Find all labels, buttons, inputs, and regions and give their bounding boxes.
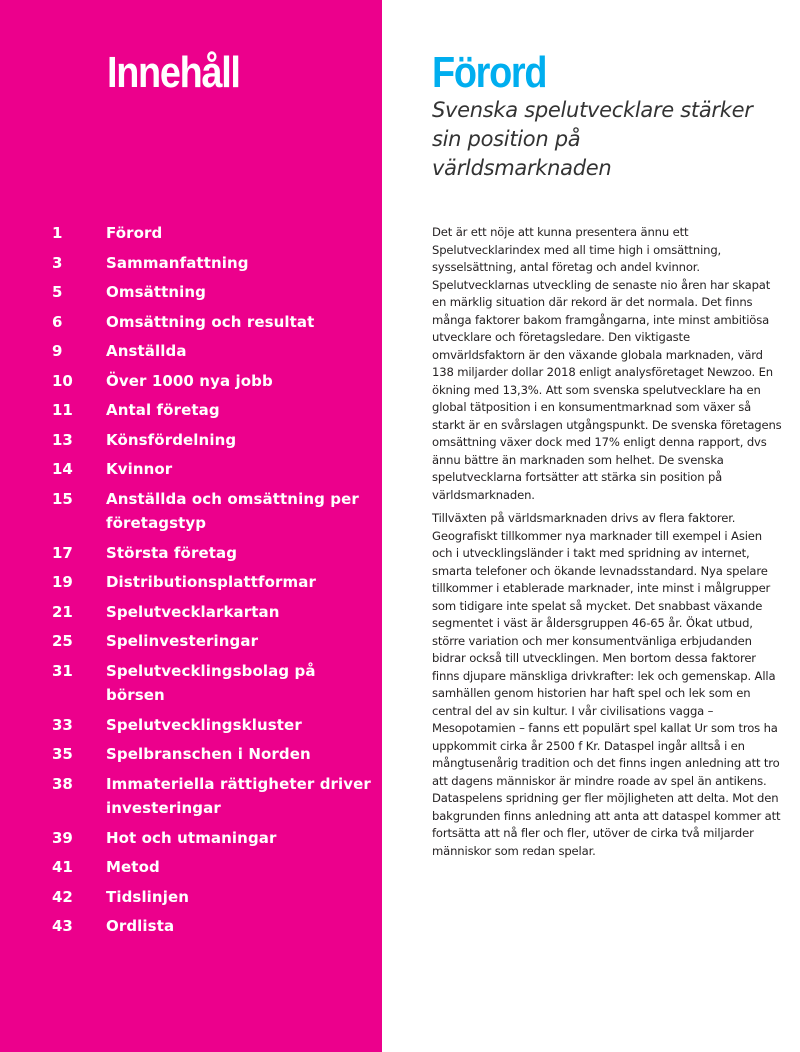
foreword-body: [432, 224, 782, 866]
toc-item[interactable]: [52, 570, 372, 595]
toc-item[interactable]: [52, 600, 372, 625]
foreword-paragraph: Det är ett nöje att kunna presentera ännu ett Spelutvecklarindex med all time high i omsättning, sysselsättning, antal företag och andel kvinnor. Spelutvecklarnas utveckling de senaste nio åren har skapat en märklig situation där rekord är det normala. Det finns många faktorer bakom framgångarna, inte minst ambitiösa utvecklare och företagsledare. Den viktigaste omvärldsfaktorn är den växande globala marknaden, värd 138 miljarder dollar 2018 enligt analysföretaget Newzoo. En ökning med 13,3%. Att som svenska spelutvecklare ha en global tätposition i en konsumentmarknad som växer så starkt är en svårslagen utgångspunkt. De svenska företagens omsättning växer dock med 17% enligt denna rapport, dvs ännu bättre än marknaden som helhet. De svenska spelutvecklarna fortsätter att stärka sin position på världsmarknaden.: [432, 225, 782, 502]
toc-item-label: Immateriella rättigheter driver investeringar: [106, 774, 371, 817]
toc-item-label: Sammanfattning: [106, 253, 249, 272]
toc-item[interactable]: [52, 251, 372, 276]
toc-item[interactable]: [52, 855, 372, 880]
toc-item[interactable]: [52, 487, 372, 536]
toc-title: Innehåll: [107, 48, 240, 97]
toc-item[interactable]: [52, 221, 372, 246]
toc-page-number: 33: [52, 715, 73, 734]
toc-page-number: 41: [52, 858, 73, 876]
toc-page-number: 13: [52, 430, 73, 449]
toc-page-number: 17: [52, 543, 73, 562]
toc-item-label: Omsättning och resultat: [106, 312, 315, 331]
toc-page-number: 43: [52, 917, 73, 935]
toc-item-label: Antal företag: [106, 401, 220, 419]
toc-item-label: Tidslinjen: [106, 887, 189, 906]
toc-item[interactable]: [52, 914, 372, 939]
toc-item[interactable]: [52, 885, 372, 910]
toc-item[interactable]: [52, 369, 372, 394]
toc-item[interactable]: [52, 310, 372, 335]
table-of-contents-panel: [0, 0, 382, 1052]
toc-item-label: Spelutvecklingsbolag på börsen: [106, 661, 316, 704]
toc-page-number: 35: [52, 745, 73, 763]
toc-item[interactable]: [52, 398, 372, 423]
toc-page-number: 10: [52, 371, 73, 390]
toc-item-label: Metod: [106, 858, 160, 876]
toc-item-label: Anställda och omsättning per företagstyp: [106, 489, 359, 532]
toc-item[interactable]: [52, 280, 372, 305]
toc-item-label: Spelutvecklingskluster: [106, 715, 302, 734]
toc-item[interactable]: [52, 428, 372, 453]
toc-item-label: Spelutvecklarkartan: [106, 602, 280, 621]
toc-list: [52, 221, 372, 944]
toc-page-number: 9: [52, 342, 63, 360]
toc-page-number: 38: [52, 774, 73, 793]
toc-item-label: Spelinvesteringar: [106, 632, 259, 650]
toc-item[interactable]: [52, 742, 372, 767]
toc-item-label: Över 1000 nya jobb: [106, 371, 273, 390]
toc-item[interactable]: [52, 713, 372, 738]
toc-item[interactable]: [52, 826, 372, 851]
toc-page-number: 31: [52, 661, 73, 680]
foreword-paragraph: Tillväxten på världsmarknaden drivs av flera faktorer. Geografiskt tillkommer nya marknader till exempel i Asien och i utvecklingsländer i takt med spridning av internet, smarta telefoner och ökande levnadsstandard. Nya spelare tillkommer i etablerade marknader, inte minst i målgrupper som tidigare inte spelat så mycket. Det snabbast växande segmentet i väst är åldersgruppen 46-65 år. Ökat utbud, större variation och mer konsumentvänliga erbjudanden bidrar också till utvecklingen. Men bortom dessa faktorer finns djupare mänskliga drivkrafter: lek och gemenskap. Alla samhällen genom historien har haft spel och lek som en central del av sin kultur. I vår civilisations vagga – Mesopotamien – fanns ett populärt spel kallat Ur som tros ha uppkommit cirka år 2500 f Kr. Dataspel ingår alltså i en mångtusenårig tradition och det finns ingen anledning att tro att dagens människor är mindre roade av spel än antikens. Dataspelens spridning ger fler möjligheten att delta. Mot den bakgrunden finns anledning att anta att dataspel kommer att fortsätta att nå fler och fler, utöver de cirka två miljarder människor som redan spelar.: [432, 511, 781, 858]
toc-item-label: Anställda: [106, 342, 187, 360]
toc-page-number: 14: [52, 460, 73, 478]
toc-item-label: Kvinnor: [106, 460, 173, 478]
foreword-title: Förord: [432, 48, 547, 97]
toc-item-label: Spelbranschen i Norden: [106, 745, 311, 763]
toc-item-label: Ordlista: [106, 917, 175, 935]
toc-item[interactable]: [52, 457, 372, 482]
toc-page-number: 3: [52, 253, 63, 272]
toc-item-label: Hot och utmaningar: [106, 828, 277, 847]
toc-item[interactable]: [52, 659, 372, 708]
toc-page-number: 6: [52, 312, 63, 331]
toc-item[interactable]: [52, 339, 372, 364]
foreword-subtitle: Svenska spelutvecklare stärker sin position på världsmarknaden: [432, 98, 753, 180]
toc-item-label: Könsfördelning: [106, 430, 237, 449]
toc-item-label: Omsättning: [106, 283, 207, 301]
toc-page-number: 21: [52, 602, 73, 621]
toc-item[interactable]: [52, 629, 372, 654]
toc-page-number: 11: [52, 401, 73, 419]
toc-page-number: 5: [52, 283, 63, 301]
toc-item-label: Förord: [106, 224, 163, 242]
toc-item[interactable]: [52, 541, 372, 566]
toc-item-label: Största företag: [106, 543, 238, 562]
toc-page-number: 39: [52, 828, 73, 847]
toc-item-label: Distributionsplattformar: [106, 573, 316, 591]
toc-page-number: 19: [52, 573, 73, 591]
toc-page-number: 25: [52, 632, 73, 650]
toc-page-number: 1: [52, 224, 63, 242]
toc-page-number: 42: [52, 887, 73, 906]
toc-item[interactable]: [52, 772, 372, 821]
toc-page-number: 15: [52, 489, 73, 508]
